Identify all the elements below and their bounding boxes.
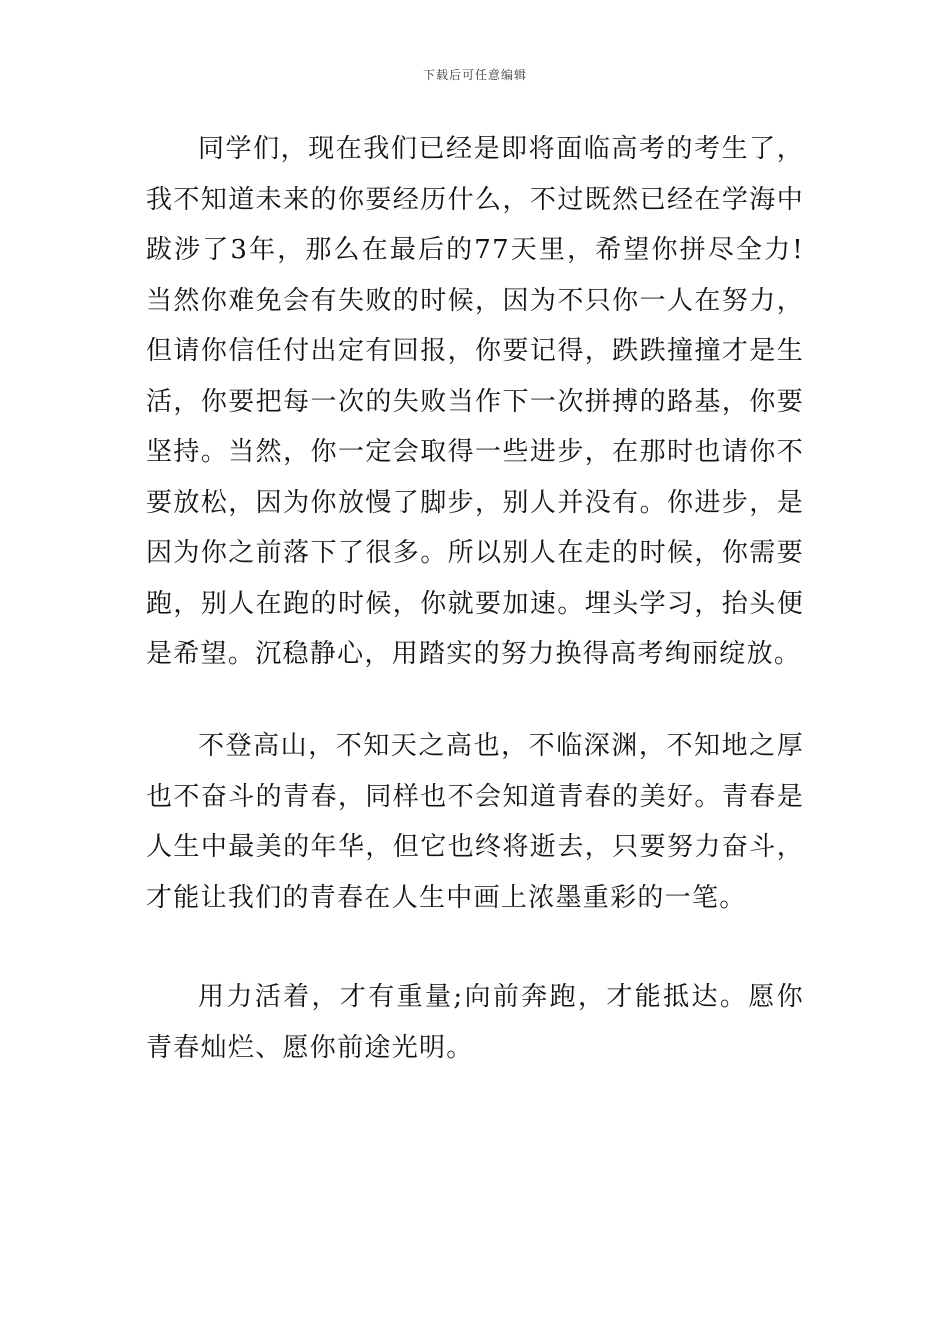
paragraph-3: 用力活着，才有重量;向前奔跑，才能抵达。愿你青春灿烂、愿你前途光明。 (146, 982, 804, 1063)
paragraph-1: 同学们，现在我们已经是即将面临高考的考生了，我不知道未来的你要经历什么，不过既然已经在学海中跋涉了3年，那么在最后的77天里，希望你拼尽全力!当然你难免会有失败的时候，因为不只你一人在努力，但请你信任付出定有回报，你要记得，跌跌撞撞才是生活，你要把每一次的失败当作下一次拼搏的路基，你要坚持。当然，你一定会取得一些进步，在那时也请你不要放松，因为你放慢了脚步，别人并没有。你进步，是因为你之前落下了很多。所以别人在走的时候，你需要跑，别人在跑的时候，你就要加速。埋头学习，抬头便是希望。沉稳静心，用踏实的努力换得高考绚丽绽放。 (146, 134, 804, 669)
paragraph-2: 不登高山，不知天之高也，不临深渊，不知地之厚也不奋斗的青春，同样也不会知道青春的美好。青春是人生中最美的年华，但它也终将逝去，只要努力奋斗，才能让我们的青春在人生中画上浓墨重彩的一笔。 (146, 731, 804, 913)
header-note: 下载后可任意编辑 (422, 68, 527, 82)
